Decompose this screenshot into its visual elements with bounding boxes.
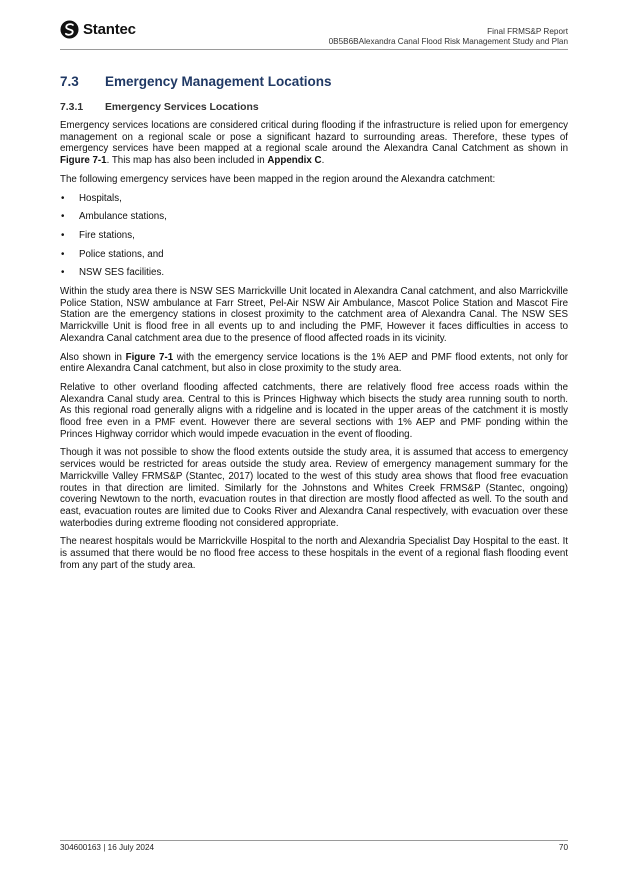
footer-divider — [60, 840, 568, 841]
paragraph-flood-extents — [60, 352, 568, 375]
subsection-number: 7.3.1 — [60, 102, 84, 113]
text-run: . — [321, 155, 325, 167]
list-item-text: Fire stations, — [79, 229, 135, 241]
bullet-icon: • — [61, 248, 65, 260]
bullet-icon: • — [61, 192, 65, 204]
subsection-heading — [60, 102, 568, 113]
subsection-title: Emergency Services Locations — [105, 102, 259, 113]
list-item — [60, 267, 568, 279]
page-number: 70 — [558, 843, 568, 852]
list-item — [60, 230, 568, 242]
paragraph-evacuation: Though it was not possible to show the flood extents outside the study area, it is assumed that access to emergency services would be restricted for areas outside the study area. Review of emergency management summary for the Marrickville Valley FRMS&P (Stantec, 2017) located to the west of this study area shows that flood free evacuation routes in that direction are limited. Similarly for the Johnstons and Whites Creek FRMS&P (Stantec, ongoing) covering Newtown to the north, evacuation routes in that direction are mostly flood affected as well. To the south and east, evacuation routes are limited due to Cooks River and Alexandra Canal respectively, with evacuation over these waterbodies during extreme flooding not considered appropriate. — [60, 447, 568, 529]
paragraph-access-roads: Relative to other overland flooding affected catchments, there are relatively flood free access roads within the Alexandra Canal study area. Central to this is Princes Highway which bisects the study area running south to north. As this regional road generally aligns with a ridgeline and is located in the upper areas of the catchment it is mostly flood free even in a PMF event. However there are several sections with 1% AEP and PMF ponding within the Princes Highway corridor which would impede evacuation in the event of flooding. — [60, 381, 568, 440]
report-title: Final FRMS&P Report — [487, 27, 568, 36]
emergency-services-list — [60, 193, 568, 280]
text-run: Emergency services locations are considered critical during flooding if the infrastructure is relied upon for emergency management on a regional scale or pose a significant hazard to surrounding areas. Therefore, these types of emergency services have been mapped at a regional scale around the Alexandra Canal Catchment as shown in — [60, 120, 568, 155]
appendix-reference: Appendix C — [267, 155, 322, 167]
main-content — [60, 74, 568, 572]
stantec-logo-icon — [60, 20, 79, 39]
stantec-logo — [60, 20, 136, 39]
footer-doc-info: 304600163 | 16 July 2024 — [60, 843, 155, 852]
paragraph-list-intro: The following emergency services have been mapped in the region around the Alexandra catchment: — [60, 173, 496, 185]
report-info — [329, 27, 568, 47]
text-run: . This map has also been included in — [106, 155, 268, 167]
bullet-icon: • — [61, 211, 65, 223]
section-title: Emergency Management Locations — [105, 74, 332, 89]
list-item-text: Ambulance stations, — [79, 211, 167, 223]
paragraph-study-area: Within the study area there is NSW SES Marrickville Unit located in Alexandra Canal catchment, and also Marrickville Police Station, NSW ambulance at Farr Street, Pel-Air NSW Air Ambulance, Mascot Police Station and Mascot Fire Station are the emergency stations in closest proximity to the catchment area of Alexandra Canal. The NSW SES Marrickville Unit is flood free in all events up to and including the PMF, However it faces difficulties in access to Alexandra Canal catchment area due to the presence of flood affected roads in its vicinity. — [60, 286, 568, 344]
paragraph-intro — [60, 120, 568, 167]
list-item-text: Police stations, and — [79, 248, 164, 260]
list-item — [60, 211, 568, 223]
bullet-icon: • — [61, 267, 65, 279]
list-item — [60, 193, 568, 205]
figure-reference: Figure 7-1 — [125, 351, 174, 363]
figure-reference: Figure 7-1 — [60, 155, 107, 167]
text-run: Also shown in — [60, 351, 126, 363]
section-number: 7.3 — [60, 74, 79, 89]
bullet-icon: • — [61, 229, 65, 241]
list-item-text: Hospitals, — [79, 192, 122, 204]
text-run: with the emergency service locations is the 1% AEP and PMF flood extents, not only for entire Alexandra Canal catchment, but also in close proximity to the study area. — [60, 351, 569, 375]
report-subtitle: 0B5B6BAlexandra Canal Flood Risk Management Study and Plan — [328, 37, 568, 46]
list-item — [60, 249, 568, 261]
section-heading — [60, 74, 568, 89]
page-header — [0, 0, 628, 60]
list-item-text: NSW SES facilities. — [79, 267, 165, 279]
paragraph-hospitals: The nearest hospitals would be Marrickville Hospital to the north and Alexandria Specialist Day Hospital to the east. It is assumed that there would be no flood free access to these hospitals in the event of a regional flash flooding event from any part of the study area. — [60, 536, 568, 571]
brand-name: Stantec — [83, 21, 136, 38]
header-divider — [60, 49, 568, 50]
